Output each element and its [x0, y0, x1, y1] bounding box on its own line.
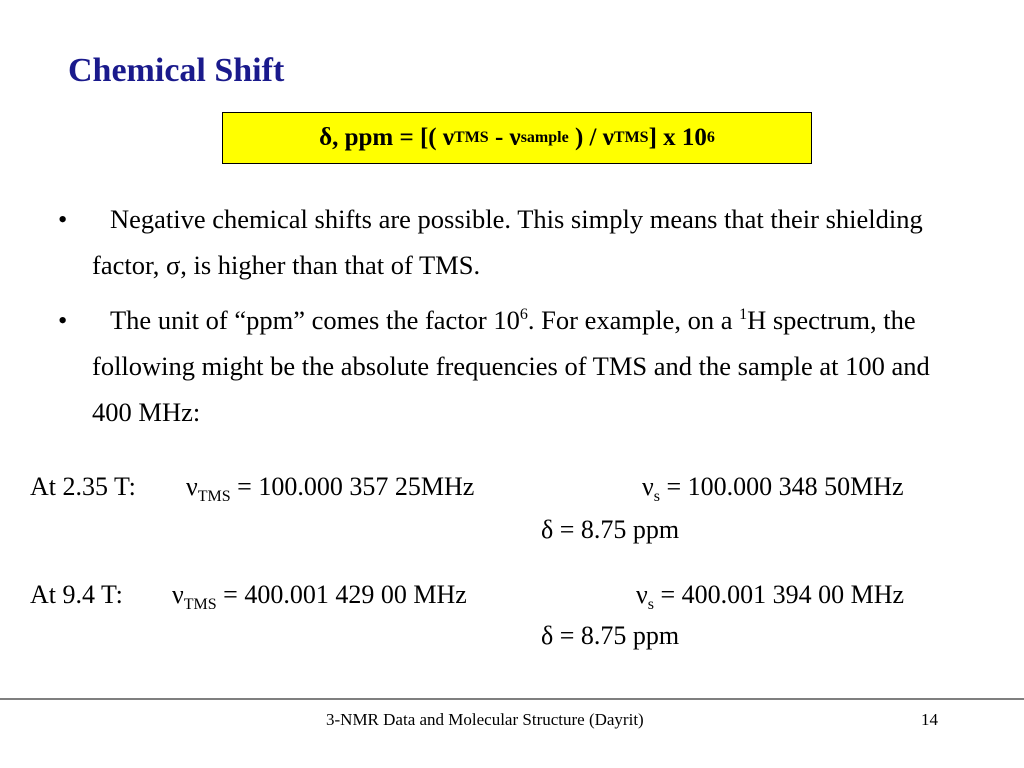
superscript: 6	[519, 306, 528, 323]
nu-symbol: ν	[602, 124, 614, 151]
tms-subscript: TMS	[183, 596, 217, 613]
delta-symbol: δ	[319, 124, 333, 151]
formula-minus: -	[488, 124, 510, 151]
delta-result: δ = 8.75 ppm	[541, 621, 680, 650]
formula-close: ] x 10	[648, 124, 707, 151]
sample-frequency	[636, 580, 905, 613]
sample-value: = 100.000 348 50MHz	[660, 472, 904, 501]
nu-symbol: ν	[442, 124, 455, 151]
nu-symbol: ν	[172, 580, 184, 609]
formula-divide: ) /	[568, 124, 603, 151]
bullet-text-part: The unit of “ppm” comes the factor 10	[110, 305, 520, 335]
bullet-marker: •	[58, 204, 68, 234]
sample-subscript: s	[653, 488, 660, 505]
footer-text: 3-NMR Data and Molecular Structure (Dayrit)	[326, 710, 644, 729]
delta-result: δ = 8.75 ppm	[541, 515, 680, 544]
tms-subscript: TMS	[197, 488, 231, 505]
sample-subscript: s	[647, 596, 654, 613]
bullet-item	[58, 196, 972, 288]
example-field: At 9.4 T:	[30, 580, 123, 609]
slide-title: Chemical Shift	[68, 52, 285, 89]
bullet-text-part: . For example, on a	[527, 305, 740, 335]
bullet-marker: •	[58, 305, 68, 335]
bullet-item	[58, 297, 972, 435]
nu-symbol: ν	[509, 124, 521, 151]
chemical-shift-formula: δ , ppm = [( ν TMS - ν sample ) / ν TMS ] x 10 6	[222, 112, 812, 164]
nu-symbol: ν	[186, 472, 198, 501]
formula-lead: , ppm = [(	[332, 124, 443, 151]
bullet-text	[92, 305, 930, 427]
bullet-text: Negative chemical shifts are possible. This simply means that their shielding factor, σ, is higher than that of TMS.	[92, 204, 923, 280]
page-number: 14	[921, 710, 938, 729]
superscript: 1	[739, 306, 748, 323]
bullet-text-part: H spectrum, the following might be the absolute frequencies of TMS and the sample at 100 and 400 MHz:	[92, 305, 930, 427]
sample-frequency	[642, 472, 904, 505]
tms-frequency	[172, 580, 467, 613]
nu-symbol: ν	[636, 580, 648, 609]
example-field: At 2.35 T:	[30, 472, 136, 501]
tms-value: = 100.000 357 25MHz	[230, 472, 475, 501]
sample-value: = 400.001 394 00 MHz	[654, 580, 905, 609]
tms-frequency	[186, 472, 475, 505]
tms-value: = 400.001 429 00 MHz	[216, 580, 467, 609]
footer-divider	[0, 698, 1024, 700]
nu-symbol: ν	[642, 472, 654, 501]
bullet-list	[58, 196, 972, 444]
